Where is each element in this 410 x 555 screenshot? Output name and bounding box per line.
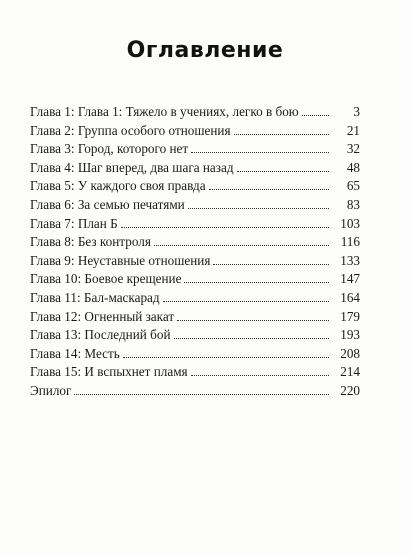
toc-entry-page: 214 xyxy=(340,364,360,380)
toc-entry-page: 133 xyxy=(340,252,360,268)
toc-entry-page: 103 xyxy=(340,215,360,231)
toc-entry-label: Глава 5: У каждого своя правда xyxy=(30,178,206,194)
toc-dot-leader xyxy=(234,134,329,135)
toc-dot-leader xyxy=(188,208,329,209)
toc-entry-page: 179 xyxy=(340,308,360,324)
toc-entry-label: Глава 2: Группа особого отношения xyxy=(30,122,231,138)
toc-entry-page: 3 xyxy=(353,104,360,119)
toc-entry xyxy=(30,289,360,308)
toc-entry xyxy=(30,233,360,252)
toc-entry xyxy=(30,326,360,345)
toc-entry-page: 208 xyxy=(340,345,360,361)
toc-entry xyxy=(30,159,360,178)
toc-dot-leader xyxy=(213,264,329,265)
toc-entry-label: Глава 13: Последний бой xyxy=(30,327,171,343)
toc-dot-leader xyxy=(163,301,329,302)
toc-dot-leader xyxy=(123,357,329,358)
toc-entry xyxy=(30,122,360,141)
toc-entry-label: Глава 4: Шаг вперед, два шага назад xyxy=(30,159,234,175)
toc-entry-label: Глава 6: За семью печатями xyxy=(30,196,185,212)
toc-entry xyxy=(30,196,360,215)
toc-entry-label: Глава 9: Неуставные отношения xyxy=(30,252,211,268)
toc-dot-leader xyxy=(174,338,329,339)
toc-entry xyxy=(30,382,360,401)
toc-dot-leader xyxy=(191,375,329,376)
toc-entry-page: 116 xyxy=(340,234,360,250)
toc-dot-leader xyxy=(302,115,329,116)
toc-dot-leader xyxy=(209,189,329,190)
toc-entry-label: Глава 12: Огненный закат xyxy=(30,308,175,324)
toc-entry-page: 32 xyxy=(346,141,360,157)
page-title: Оглавление xyxy=(126,38,284,63)
toc-entry-label: Глава 7: План Б xyxy=(30,215,118,231)
table-of-contents xyxy=(30,103,360,401)
toc-entry-page: 164 xyxy=(340,289,360,305)
toc-entry-label: Глава 1: Глава 1: Тяжело в учениях, легко в бою xyxy=(30,104,299,119)
toc-entry-page: 65 xyxy=(346,178,360,194)
toc-entry xyxy=(30,215,360,234)
toc-entry-label: Глава 10: Боевое крещение xyxy=(30,271,182,287)
toc-entry-page: 48 xyxy=(346,159,360,175)
toc-entry-label: Глава 11: Бал-маскарад xyxy=(30,289,160,305)
toc-dot-leader xyxy=(191,152,329,153)
toc-dot-leader xyxy=(237,171,329,172)
toc-dot-leader xyxy=(154,245,329,246)
toc-entry xyxy=(30,308,360,327)
toc-entry xyxy=(30,345,360,364)
toc-dot-leader xyxy=(184,282,329,283)
toc-entry-label: Глава 8: Без контроля xyxy=(30,234,151,250)
toc-entry-page: 147 xyxy=(340,271,360,287)
toc-entry xyxy=(30,103,360,122)
toc-entry-page: 193 xyxy=(340,327,360,343)
toc-dot-leader xyxy=(177,320,329,321)
toc-entry xyxy=(30,270,360,289)
toc-entry-label: Глава 3: Город, которого нет xyxy=(30,141,189,157)
toc-entry xyxy=(30,140,360,159)
toc-entry-label: Глава 14: Месть xyxy=(30,345,120,361)
toc-entry-page: 83 xyxy=(346,196,360,212)
toc-entry xyxy=(30,363,360,382)
toc-entry-page: 220 xyxy=(340,382,360,398)
toc-dot-leader xyxy=(121,227,329,228)
toc-entry xyxy=(30,252,360,271)
toc-entry xyxy=(30,177,360,196)
toc-entry-page: 21 xyxy=(346,122,360,138)
toc-entry-label: Глава 15: И вспыхнет пламя xyxy=(30,364,188,380)
toc-entry-label: Эпилог xyxy=(30,382,72,398)
toc-dot-leader xyxy=(74,394,329,395)
